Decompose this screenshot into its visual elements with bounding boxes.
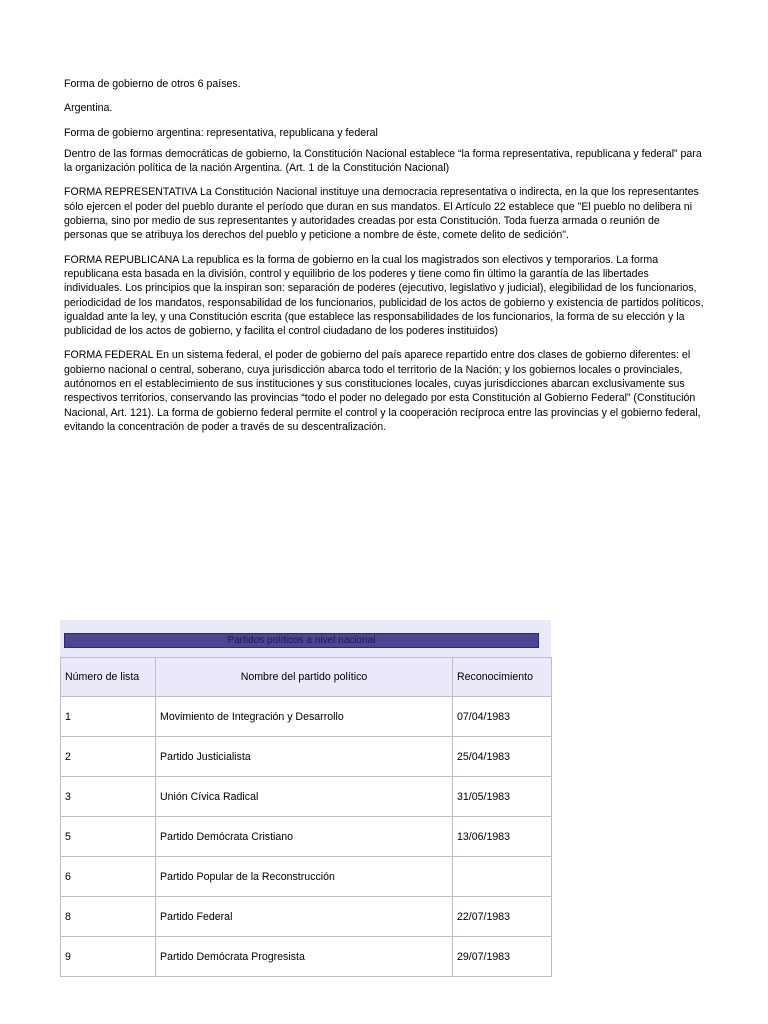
cell-recognition: 07/04/1983 [453,697,552,737]
cell-recognition: 13/06/1983 [453,817,552,857]
parties-table [60,657,552,977]
cell-party-name: Partido Demócrata Progresista [156,937,453,977]
cell-recognition: 25/04/1983 [453,737,552,777]
paragraph-country: Argentina. [64,102,113,115]
header-list-number: Número de lista [61,658,156,697]
cell-recognition: 29/07/1983 [453,937,552,977]
cell-party-name: Partido Demócrata Cristiano [156,817,453,857]
paragraph-federal: FORMA FEDERAL En un sistema federal, el poder de gobierno del país aparece repartido entre dos clases de gobierno diferentes: el gobierno nacional o central, soberano, cuya jurisdicción abarca todo el territorio de la Nación; y los gobiernos locales o provinciales, autónomos en el establecimiento de sus instituciones y sus constituciones locales, cuyas jurisdicciones abarcan exclusivamente sus respectivos territorios, conservando las provincias “todo el poder no delegado por esta Constitución al Gobierno Federal” (Constitución Nacional, Art. 121). La forma de gobierno federal permite el control y la cooperación recíproca entre las provincias y el gobierno federal, evitando la concentración de poder a través de su descentralización. [64,349,701,433]
table-row [61,697,552,737]
table-header-row [61,658,552,697]
cell-list-number: 5 [61,817,156,857]
paragraph-heading: Forma de gobierno argentina: representativa, republicana y federal [64,126,378,139]
paragraph-republicana: FORMA REPUBLICANA La republica es la forma de gobierno en la cual los magistrados son electivos y temporarios. La forma republicana esta basada en la división, control y equilibrio de los poderes y tiene como fin último la garantía de las libertades individuales. Los principios que la inspiran son: separación de poderes (ejecutivo, legislativo y judicial), elegibilidad de los funcionarios, periodicidad de los mandatos, responsabilidad de los funcionarios, publicidad de los actos de gobierno y existencia de partidos políticos, igualdad ante la ley, y una Constitución escrita (que establece las responsabilidades de los funcionarios, la forma de su elección y la publicidad de los actos de gobierno, y facilita el control ciudadano de los poderes instituidos) [64,253,704,338]
cell-party-name: Unión Cívica Radical [156,777,453,817]
header-party-name: Nombre del partido político [156,658,453,697]
cell-list-number: 2 [61,737,156,777]
cell-recognition: 31/05/1983 [453,777,552,817]
cell-recognition [453,857,552,897]
table-row [61,937,552,977]
paragraph-intro: Forma de gobierno de otros 6 países. [64,78,241,90]
cell-list-number: 6 [61,857,156,897]
cell-party-name: Partido Justicialista [156,737,453,777]
table-row [61,897,552,937]
cell-list-number: 8 [61,897,156,937]
cell-party-name: Partido Popular de la Reconstrucción [156,857,453,897]
table-row [61,777,552,817]
cell-recognition: 22/07/1983 [453,897,552,937]
table-title-row [60,620,551,657]
header-recognition: Reconocimiento [453,658,552,697]
cell-party-name: Movimiento de Integración y Desarrollo [156,697,453,737]
cell-list-number: 1 [61,697,156,737]
table-row [61,857,552,897]
table-row [61,737,552,777]
cell-party-name: Partido Federal [156,897,453,937]
document-body [64,77,706,444]
parties-table-container [60,620,551,977]
cell-list-number: 9 [61,937,156,977]
table-title: Partidos políticos a nivel nacional [64,633,539,648]
paragraph-constitution: Dentro de las formas democráticas de gobierno, la Constitución Nacional establece “la forma representativa, republicana y federal” para la organización política de la nación Argentina. (Art. 1 de la Constitución Nacional) [64,147,702,175]
table-row [61,817,552,857]
paragraph-representativa: FORMA REPRESENTATIVA La Constitución Nacional instituye una democracia representativa o indirecta, en la que los representantes sólo ejercen el poder del pueblo durante el período que duran en sus mandatos. El Artículo 22 establece que "El pueblo no delibera ni gobierna, sino por medio de sus representantes y autoridades creadas por esta Constitución. Toda fuerza armada o reunión de personas que se atribuya los derechos del pueblo y peticione a nombre de éste, comete delito de sedición". [64,186,699,242]
cell-list-number: 3 [61,777,156,817]
